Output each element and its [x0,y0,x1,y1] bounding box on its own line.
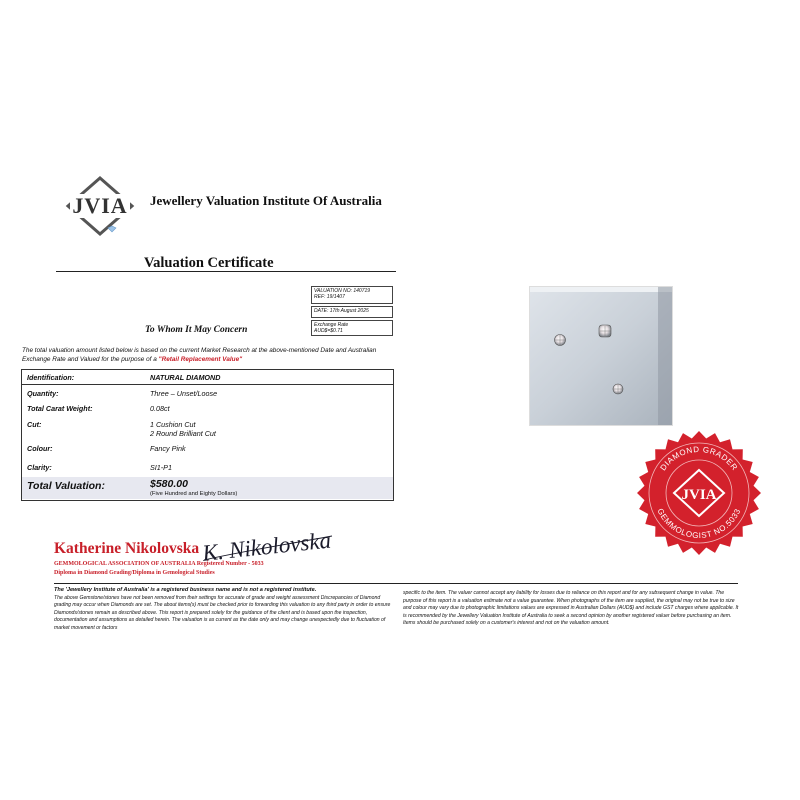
carat-label: Total Carat Weight: [27,404,93,413]
carat-value: 0.08ct [150,404,170,413]
identification-label: Identification: [27,373,75,382]
total-amount: $580.00 [150,478,188,490]
table-divider [22,384,393,385]
row-total-valuation [22,477,393,499]
signatory-credential: GEMMOLOGICAL ASSOCIATION OF AUSTRALIA Registered Number - 5033 [54,561,264,567]
footer-left-text: The above Gemstone/stones have not been removed from their settings for accurate of grade and weight assessment Discrepancies of Diamond grading may occur when Diamonds are set. The about items(s) must be checked prior to forwarding this valuation to any third party in order to ensure Diamonds/stones remain as described above. This report is prepared solely for the guidance of the client and is based upon the inspection, documentation and assumptions as detailed herein. The valuation is as current as the date only and may change unexpectedly due to fluctuation of market movement or factors [54,594,391,631]
intro-text: The total valuation amount listed below is based on the current Market Research at the above-mentioned Date and Australian Exchange Rate and Valued for the purpose of a [22,347,377,363]
clarity-label: Clarity: [27,463,52,472]
valuation-number-cell [311,286,393,304]
colour-label: Colour: [27,444,53,453]
intro-highlight: "Retail Replacement Value" [158,356,243,363]
exchange-rate-label: Exchange Rate [314,322,349,328]
clarity-value: SI1-P1 [150,463,172,472]
reference-box [311,286,393,338]
quantity-label: Quantity: [27,389,59,398]
seal-top-text: DIAMOND GRADER [658,444,740,473]
exchange-rate-value: AUD$=$0.71 [314,328,343,335]
signatory-name: Katherine Nikolovska [54,540,200,557]
total-valuation-value [150,479,237,498]
valuation-date: DATE: 17th August 2025 [314,308,369,314]
valuation-number: VALUATION NO: 140719 [314,288,371,294]
footer-disclaimer-heading: The 'Jewellery Institute of Australia' is a registered business name and is not a registered institute. [54,587,317,593]
diamond-cushion [599,325,611,337]
diamond-photo [530,287,672,425]
exchange-rate-cell [311,320,393,336]
diamond-round-1 [555,335,566,346]
total-amount-words: (Five Hundred and Eighty Dollars) [150,491,238,497]
footer-divider [54,583,738,584]
certificate-title: Valuation Certificate [144,255,274,271]
cut-value [150,420,216,439]
seal-center-text: JVIA [681,487,717,503]
title-divider [56,271,396,272]
details-table [21,369,394,501]
colour-value: Fancy Pink [150,444,186,453]
total-valuation-label: Total Valuation: [27,480,105,492]
seal-bottom-text: GEMMOLOGIST NO.5033 [655,507,743,541]
jvia-logo [62,176,138,236]
salutation: To Whom It May Concern [145,325,248,335]
intro-paragraph [22,346,400,364]
diamond-round-2 [613,384,623,394]
signature-script-text: K. Nikolovska [201,527,333,566]
identification-value: NATURAL DIAMOND [150,373,221,382]
cut-label: Cut: [27,420,42,429]
cut-value-line-1: 1 Cushion Cut [150,420,196,429]
cut-value-line-2: 2 Round Brilliant Cut [150,429,216,439]
footer-left-column [54,587,392,633]
organization-name: Jewellery Valuation Institute Of Australia [150,193,382,208]
reference-number: REF: 19/1407 [314,294,345,301]
diamond-grader-seal [636,430,762,556]
logo-text: JVIA [72,193,128,218]
date-cell [311,306,393,318]
quantity-value: Three – Unset/Loose [150,389,218,398]
signatory-diploma: Diploma in Diamond Grading/Diploma in Gemological Studies [54,570,215,576]
footer-right-column: specific to the item. The valuer cannot accept any liability for losses due to reliance on this report and for any subsequent change in value. The purpose of this report is a valuation estimate not a value guarantee. When photographs of the item are supplied, the original may not be true to size and colour may vary due to photographic limitations values are expressed in Australian Dollars (AUD$) and include GST charges where applicable. It is recommended by the Jewellery Valuation Institute of Australia to seek a second opinion by another registered valuer before purchasing an item. Items should be purchased solely on a customer's interest and not on the valuation amount. [403,590,739,627]
